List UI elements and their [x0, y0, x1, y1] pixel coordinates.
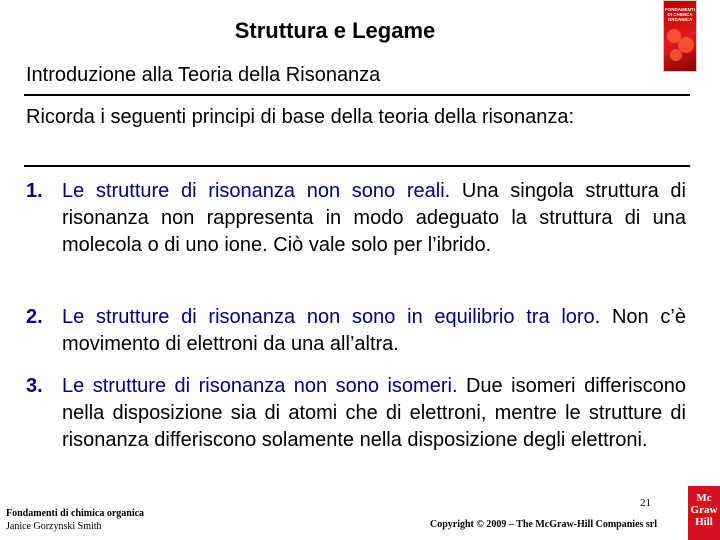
list-item-text: . Una singola struttura di risonanza non rappresenta in modo adeguato la struttura di una molecola o di uno ione. Ciò vale solo per l’ibrido.: [62, 180, 686, 256]
footer-book-title: Fondamenti di chimica organica: [6, 508, 145, 519]
footer-author: Janice Gorzynski Smith: [6, 521, 102, 532]
book-cover-image: [663, 0, 697, 72]
list-item-text: . Due isomeri differiscono nella disposizione sia di atomi che di elettroni, mentre le strutture di risonanza differiscono solamente nella disposizione degli elettroni.: [62, 375, 686, 451]
slide-title: Struttura e Legame: [234, 18, 436, 43]
slide-subtitle: Introduzione alla Teoria della Risonanza: [26, 64, 381, 86]
logo-line-3: Hill: [695, 516, 713, 528]
intro-divider: [24, 165, 690, 167]
logo-line-2: Graw: [690, 504, 718, 516]
list-item-text: . Non c’è movimento di elettroni da una all’altra.: [62, 306, 686, 355]
list-item-highlight: Le strutture di risonanza non sono in equilibrio tra loro: [62, 306, 595, 328]
copyright-notice: Copyright © 2009 – The McGraw-Hill Companies srl: [430, 519, 658, 530]
list-item: [26, 304, 686, 358]
footer-book-info: [6, 507, 144, 533]
page-number: 21: [640, 497, 651, 509]
intro-paragraph: Ricorda i seguenti principi di base della teoria della risonanza:: [26, 106, 575, 128]
list-item: [26, 178, 686, 259]
list-item-number: 2.: [26, 306, 43, 328]
list-item-number: 1.: [26, 180, 43, 202]
list-item-highlight: Le strutture di risonanza non sono reali: [62, 180, 445, 202]
list-item: [26, 373, 686, 454]
subtitle-divider: [24, 94, 690, 96]
list-item-highlight: Le strutture di risonanza non sono isomeri: [62, 375, 452, 397]
logo-line-1: Mc: [696, 492, 712, 504]
list-item-number: 3.: [26, 375, 43, 397]
mcgraw-hill-logo: [688, 486, 720, 540]
book-cover-text: FONDAMENTI DI CHIMICA ORGANICA: [665, 7, 695, 22]
